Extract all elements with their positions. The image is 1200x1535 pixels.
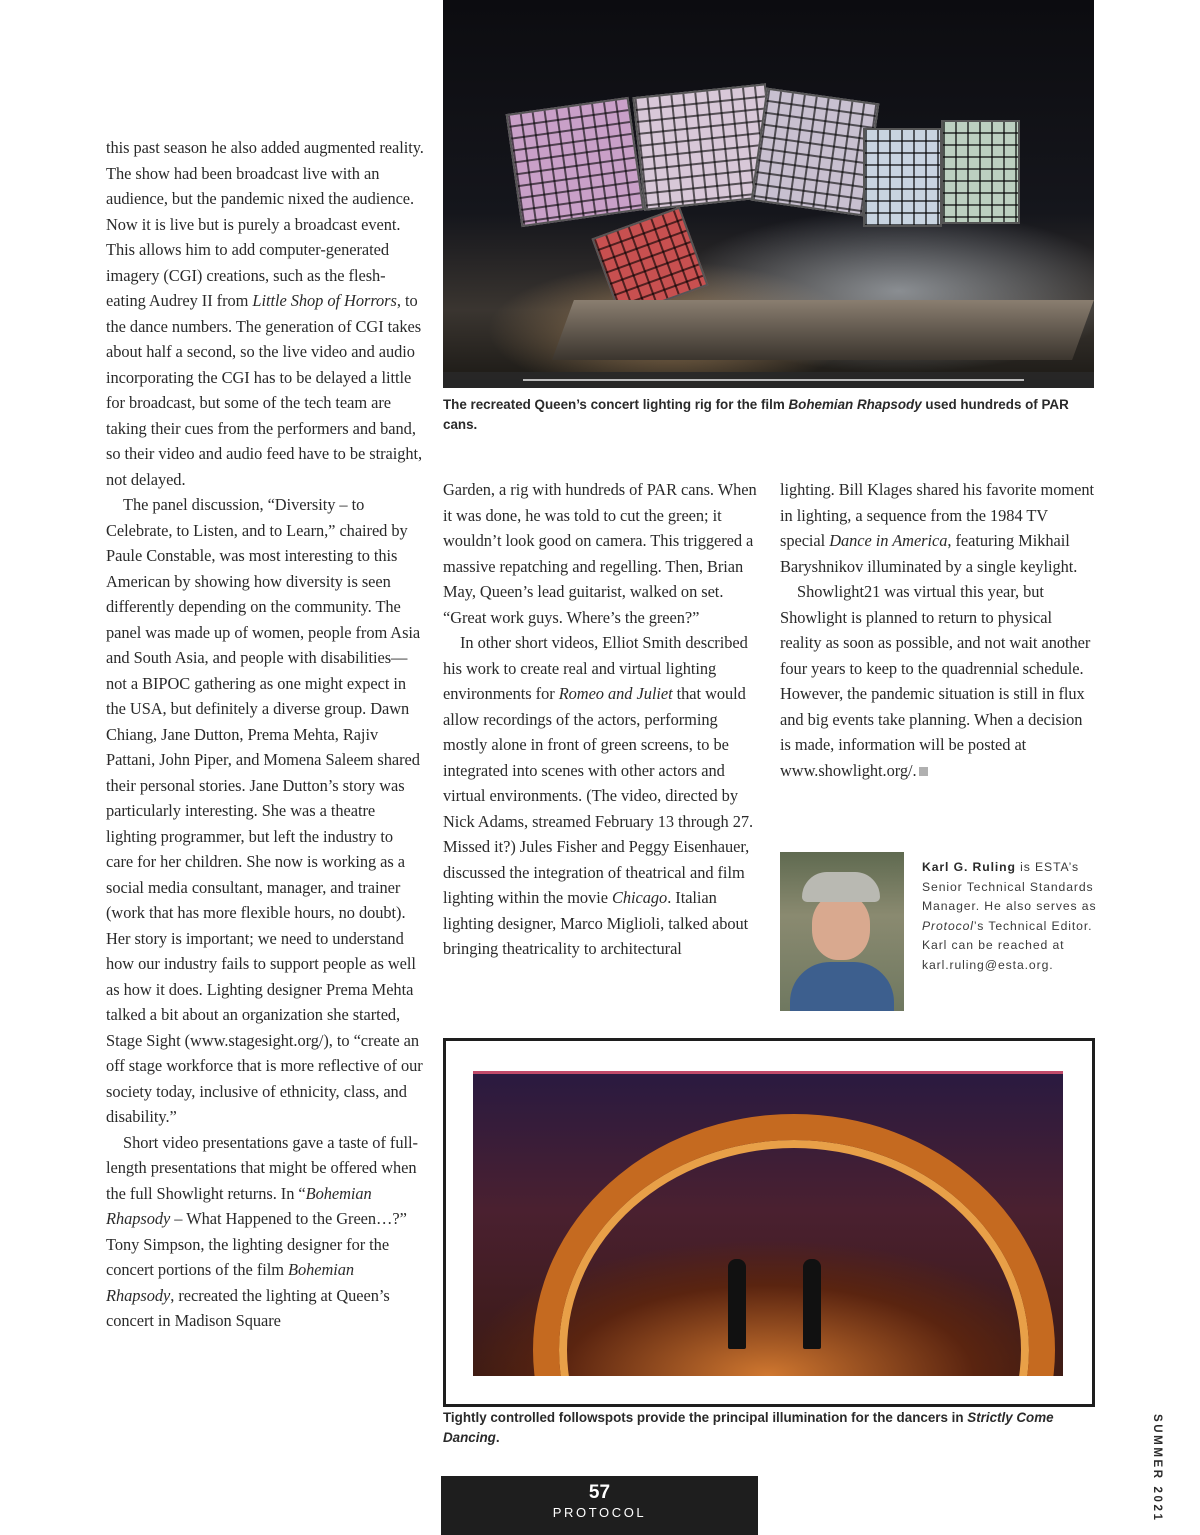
text: that would allow recordings of the actors, performing mostly alone in front of green screens, to be integrated into scenes with other actors and virtual environments. (The video, directed by Nick Adams, streamed February 13 through 27. Missed it?) Jules Fisher and Peggy Eisenhauer, discussed the integration of theatrical and film lighting within the movie: [443, 684, 754, 907]
lighting-panel: [751, 88, 880, 217]
text: , featuring Mikhail Baryshnikov illuminated by a single keylight.: [780, 531, 1078, 576]
caption-italic: Bohemian Rhapsody: [788, 397, 922, 412]
title-italic: Bohemian Rhapsody: [106, 1260, 355, 1305]
paragraph: [106, 135, 424, 492]
dance-show-photo: [473, 1071, 1063, 1376]
stage: [552, 300, 1094, 360]
bio-text: is ESTA’s Senior Technical Standards Manager. He also serves as: [922, 860, 1097, 914]
text: . Italian lighting designer, Marco Miglioli, talked about bringing theatricality to architectural: [443, 888, 749, 958]
text: – What Happened to the Green…?” Tony Simpson, the lighting designer for the concert portions of the film: [106, 1209, 407, 1279]
title-italic: Romeo and Juliet: [558, 684, 673, 703]
article-column-3: [780, 477, 1096, 783]
photo-caption-bottom: [443, 1408, 1095, 1447]
caption-text: Tightly controlled followspots provide the principal illumination for the dancers in: [443, 1410, 968, 1425]
text: Showlight21 was virtual this year, but Showlight is planned to return to physical reality as soon as possible, and not wait another four years to keep to the quadrennial schedule. However, the pandemic situation is still in flux and big events take planning. When a decision is made, information will be posted at www.showlight.org/.: [780, 582, 1091, 780]
caption-text: .: [495, 1429, 500, 1445]
text: lighting. Bill Klages shared his favorite moment in lighting, a sequence from the 1984 TV special: [780, 480, 1094, 550]
bio-text: ’s Technical Editor. Karl can be reached at karl.ruling@esta.org.: [922, 918, 1093, 972]
caption-text: used hundreds of PAR cans.: [443, 397, 1069, 432]
dancer: [803, 1259, 821, 1349]
lighting-panel: [941, 120, 1020, 224]
author-photo: [780, 852, 904, 1011]
author-cap: [802, 872, 880, 902]
title-italic: Chicago: [611, 888, 668, 907]
paragraph: [106, 1130, 424, 1334]
caption-text: The recreated Queen’s concert lighting rig for the film: [443, 397, 789, 412]
text: , to the dance numbers. The generation of CGI takes about half a second, so the live video and audio incorporating the CGI has to be delayed a little for broadcast, but some of the tech team are taking their cues from the performers and band, so their video and audio feed have to be straight, not delayed.: [106, 291, 423, 489]
paragraph: [780, 579, 1096, 783]
author-shirt: [790, 962, 894, 1011]
issue-label: SUMMER 2021: [1151, 1414, 1163, 1523]
author-face: [812, 894, 870, 960]
paragraph: Garden, a rig with hundreds of PAR cans. When it was done, he was told to cut the green; it wouldn’t look good on camera. This triggered a massive repatching and regelling. Then, Brian May, Queen’s lead guitarist, walked on set. “Great work guys. Where’s the green?”: [443, 480, 757, 627]
page-number: 57: [588, 1482, 611, 1503]
video-progress-bar[interactable]: [443, 372, 1094, 388]
page-footer: [441, 1476, 758, 1535]
author-name: Karl G. Ruling: [922, 860, 1016, 874]
caption-italic: Strictly Come Dancing: [443, 1410, 1054, 1445]
photo-caption-top: [443, 395, 1095, 434]
end-mark-icon: [919, 767, 928, 776]
stage-arch: [533, 1114, 1055, 1376]
text: this past season he also added augmented reality. The show had been broadcast live with an audience, but the pandemic nixed the audience. Now it is live but is purely a broadcast event. This allows him to add computer-generated imagery (CGI) creations, such as the flesh-eating Audrey II from: [106, 138, 424, 310]
paragraph: The panel discussion, “Diversity – to Celebrate, to Listen, and to Learn,” chaired by Paule Constable, was most interesting to this American by showing how diversity is seen differently depending on the community. The panel was made up of women, people from Asia and South Asia, and people with disabilities—not a BIPOC gathering as one might expect in the USA, but definitely a diverse group. Dawn Chiang, Jane Dutton, Prema Mehta, Rajiv Pattani, John Piper, and Momena Saleem shared their personal stories. Jane Dutton’s story was particularly interesting. She was a theatre lighting programmer, but left the industry to care for her children. She now is working as a social media consultant, manager, and trainer (work that has more flexible hours, no doubt). Her story is important; we need to understand how our industry fails to support people as well as how it does. Lighting designer Prema Mehta talked a bit about an organization she started, Stage Sight (www.stagesight.org/), to “create an off stage workforce that is more reflective of our society today, inclusive of ethnicity, class, and disability.”: [106, 495, 423, 1126]
lighting-panel: [506, 97, 645, 227]
author-bio: [922, 858, 1100, 976]
video-track[interactable]: [523, 379, 1024, 381]
text: In other short videos, Elliot Smith described his work to create real and virtual lighting environments for: [443, 633, 748, 703]
article-column-1: [106, 135, 424, 1334]
bio-italic: Protocol: [922, 918, 974, 933]
paragraph: [780, 477, 1096, 579]
title-italic: Little Shop of Horrors: [252, 291, 397, 310]
dance-show-photo-frame: [443, 1038, 1095, 1407]
paragraph: [443, 630, 758, 962]
title-italic: Dance in America: [829, 531, 948, 550]
magazine-name: PROTOCOL: [552, 1505, 647, 1520]
dancer: [728, 1259, 746, 1349]
lighting-panel: [863, 128, 942, 227]
concert-lighting-rig-photo: [443, 0, 1094, 388]
text: , recreated the lighting at Queen’s concert in Madison Square: [106, 1285, 390, 1330]
article-column-2: [443, 477, 758, 962]
title-italic: Bohemian Rhapsody: [106, 1183, 372, 1228]
text: Short video presentations gave a taste of full-length presentations that might be offered when the full Showlight returns. In “: [106, 1132, 418, 1203]
